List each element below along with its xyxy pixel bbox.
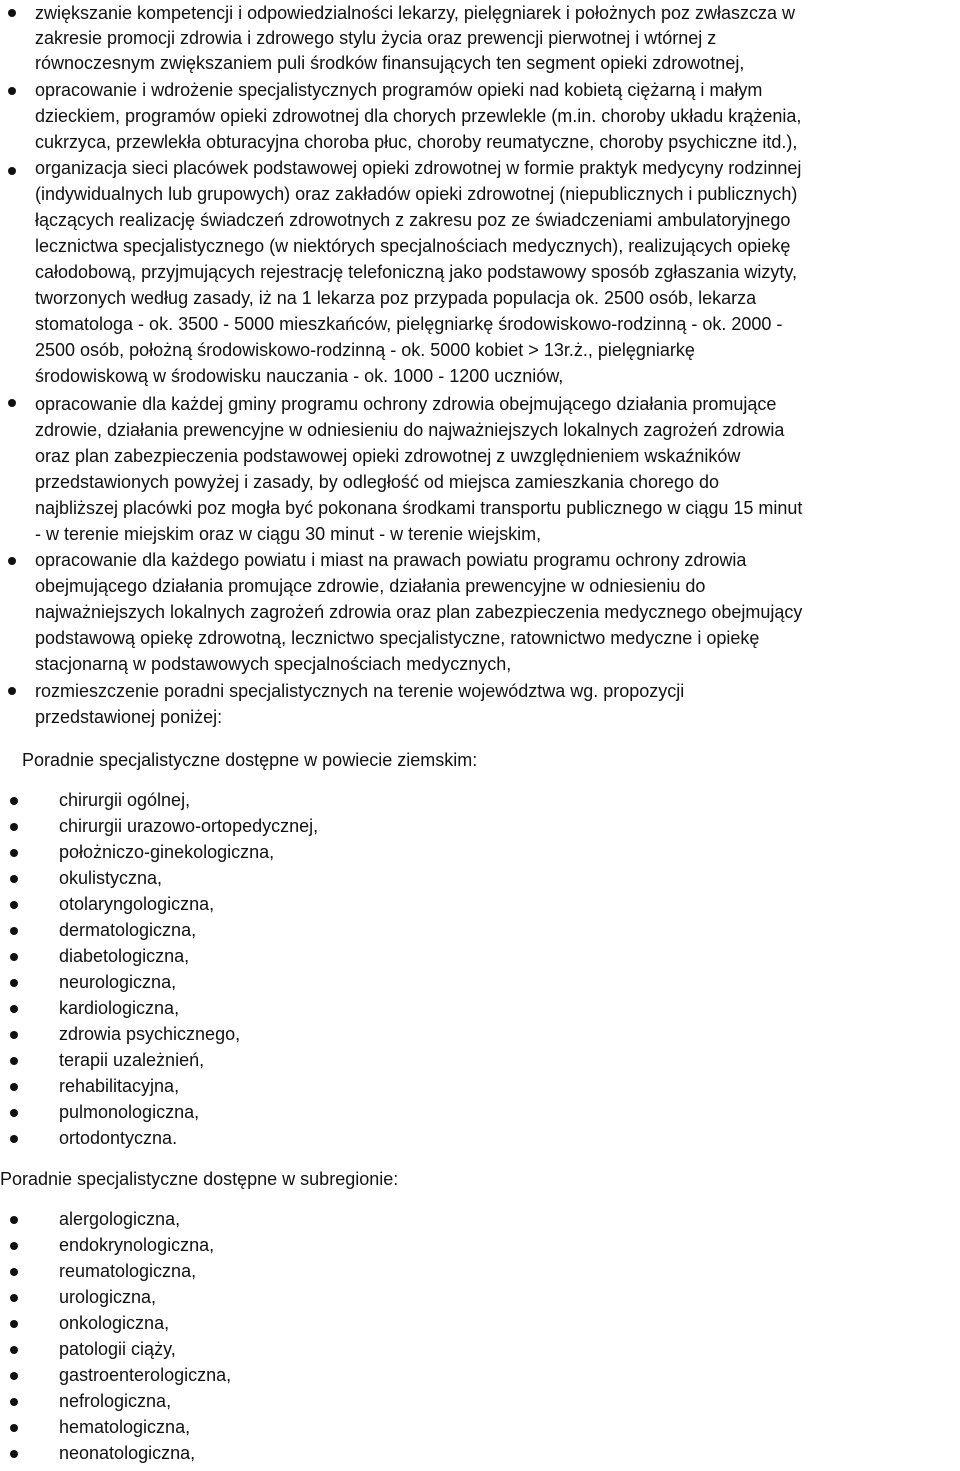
paragraph-line: rozmieszczenie poradni specjalistycznych na terenie województwa wg. propozycji — [35, 681, 685, 701]
list-item: endokrynologiczna, — [59, 1235, 215, 1255]
bullet-dot — [10, 1268, 18, 1276]
list-item: chirurgii ogólnej, — [59, 790, 191, 810]
bullet-dot — [10, 927, 18, 935]
paragraph-line: 2500 osób, położną środowiskowo-rodzinną - ok. 5000 kobiet > 13r.ż., pielęgniarkę — [35, 340, 695, 360]
paragraph-line: stacjonarną w podstawowych specjalnościach medycznych, — [35, 654, 512, 674]
list-item: neurologiczna, — [59, 972, 177, 992]
list-item: hematologiczna, — [59, 1417, 191, 1437]
list-item: chirurgii urazowo-ortopedycznej, — [59, 816, 319, 836]
bullet-dot — [10, 1216, 18, 1224]
list-item: nefrologiczna, — [59, 1391, 172, 1411]
paragraph-line: równoczesnym zwiększaniem puli środków finansujących ten segment opieki zdrowotnej, — [35, 53, 745, 73]
paragraph-line: oraz plan zabezpieczenia podstawowej opieki zdrowotnej z uwzględnieniem wskaźników — [35, 446, 741, 466]
list-item: dermatologiczna, — [59, 920, 197, 940]
paragraph-line: organizacja sieci placówek podstawowej opieki zdrowotnej w formie praktyk medycyny rodzinnej — [35, 158, 802, 178]
paragraph-line: przedstawionej poniżej: — [35, 707, 223, 727]
list-item: zdrowia psychicznego, — [59, 1024, 241, 1044]
paragraph-line: opracowanie i wdrożenie specjalistycznych programów opieki nad kobietą ciężarną i małym — [35, 80, 763, 100]
paragraph-line: łączących realizację świadczeń zdrowotnych z zakresu poz ze świadczeniami ambulatoryjnego — [35, 210, 791, 230]
list-item: rehabilitacyjna, — [59, 1076, 180, 1096]
list-item: urologiczna, — [59, 1287, 157, 1307]
bullet-dot — [10, 1398, 18, 1406]
paragraph-line: cukrzyca, przewlekła obturacyjna choroba płuc, choroby reumatyczne, choroby psychiczne itd.), — [35, 132, 798, 152]
paragraph-line: przedstawionych powyżej i zasady, by odległość od miejsca zamieszkania chorego do — [35, 472, 720, 492]
list-item: patologii ciąży, — [59, 1339, 176, 1359]
list-item: terapii uzależnień, — [59, 1050, 205, 1070]
bullet-dot — [10, 1057, 18, 1065]
list-item: kardiologiczna, — [59, 998, 180, 1018]
paragraph-line: zwiększanie kompetencji i odpowiedzialności lekarzy, pielęgniarek i położnych poz zwłaszcza w — [35, 3, 796, 23]
bullet-dot — [10, 979, 18, 987]
bullet-dot — [10, 1005, 18, 1013]
bullet-dot — [8, 399, 16, 407]
bullet-dot — [10, 1135, 18, 1143]
list-item: okulistyczna, — [59, 868, 163, 888]
bullet-dot — [8, 87, 16, 95]
list-item: pulmonologiczna, — [59, 1102, 200, 1122]
list-item: gastroenterologiczna, — [59, 1365, 232, 1385]
bullet-dot — [10, 1109, 18, 1117]
list-item: neonatologiczna, — [59, 1443, 196, 1463]
paragraph-line: stomatologa - ok. 3500 - 5000 mieszkańców, pielęgniarkę środowiskowo-rodzinną - ok. 2000 - — [35, 314, 783, 334]
paragraph-line: zdrowie, działania prewencyjne w odniesieniu do najważniejszych lokalnych zagrożeń zdrowia — [35, 420, 785, 440]
bullet-dot — [10, 1320, 18, 1328]
paragraph-line: lecznictwa specjalistycznego (w niektórych specjalnościach medycznych), realizujących opiekę — [35, 236, 791, 256]
bullet-dot — [10, 849, 18, 857]
list-item: onkologiczna, — [59, 1313, 170, 1333]
bullet-dot — [8, 687, 16, 695]
bullet-dot — [10, 1346, 18, 1354]
list-item: diabetologiczna, — [59, 946, 190, 966]
paragraph-line: najważniejszych lokalnych zagrożeń zdrowia oraz plan zabezpieczenia medycznego obejmujący — [35, 602, 803, 622]
bullet-dot — [8, 557, 16, 565]
bullet-dot — [10, 1083, 18, 1091]
paragraph-line: dzieckiem, programów opieki zdrowotnej dla chorych przewlekle (m.in. choroby układu krążenia, — [35, 106, 802, 126]
paragraph-line: podstawową opiekę zdrowotną, lecznictwo specjalistyczne, ratownictwo medyczne i opiekę — [35, 628, 760, 648]
section-heading: Poradnie specjalistyczne dostępne w subregionie: — [0, 1169, 399, 1189]
paragraph-line: zakresie promocji zdrowia i zdrowego stylu życia oraz prewencji pierwotnej i wtórnej z — [35, 28, 717, 48]
bullet-dot — [10, 1242, 18, 1250]
paragraph-line: najbliższej placówki poz mogła być pokonana środkami transportu publicznego w ciągu 15 minut — [35, 498, 803, 518]
list-item: alergologiczna, — [59, 1209, 181, 1229]
section-heading: Poradnie specjalistyczne dostępne w powiecie ziemskim: — [22, 750, 478, 770]
bullet-dot — [10, 875, 18, 883]
bullet-dot — [10, 1031, 18, 1039]
bullet-dot — [10, 1450, 18, 1458]
bullet-dot — [10, 797, 18, 805]
bullet-dot — [10, 1294, 18, 1302]
bullet-dot — [8, 167, 16, 175]
paragraph-line: opracowanie dla każdej gminy programu ochrony zdrowia obejmującego działania promujące — [35, 394, 777, 414]
paragraph-line: obejmującego działania promujące zdrowie, działania prewencyjne w odniesieniu do — [35, 576, 706, 596]
paragraph-line: tworzonych według zasady, iż na 1 lekarza poz przypada populacja ok. 2500 osób, lekarza — [35, 288, 757, 308]
bullet-dot — [10, 901, 18, 909]
paragraph-line: opracowanie dla każdego powiatu i miast na prawach powiatu programu ochrony zdrowia — [35, 550, 747, 570]
paragraph-line: - w terenie miejskim oraz w ciągu 30 minut - w terenie wiejskim, — [35, 524, 542, 544]
paragraph-line: całodobową, przyjmujących rejestrację telefoniczną jako podstawowy sposób zgłaszania wizyty, — [35, 262, 798, 282]
bullet-dot — [8, 9, 16, 17]
paragraph-line: (indywidualnych lub grupowych) oraz zakładów opieki zdrowotnej (niepublicznych i publicznych) — [35, 184, 798, 204]
bullet-dot — [10, 823, 18, 831]
list-item: ortodontyczna. — [59, 1128, 178, 1148]
list-item: położniczo-ginekologiczna, — [59, 842, 275, 862]
list-item: otolaryngologiczna, — [59, 894, 215, 914]
bullet-dot — [10, 1424, 18, 1432]
paragraph-line: środowiskową w środowisku nauczania - ok. 1000 - 1200 uczniów, — [35, 366, 564, 386]
bullet-dot — [10, 953, 18, 961]
list-item: reumatologiczna, — [59, 1261, 197, 1281]
bullet-dot — [10, 1372, 18, 1380]
